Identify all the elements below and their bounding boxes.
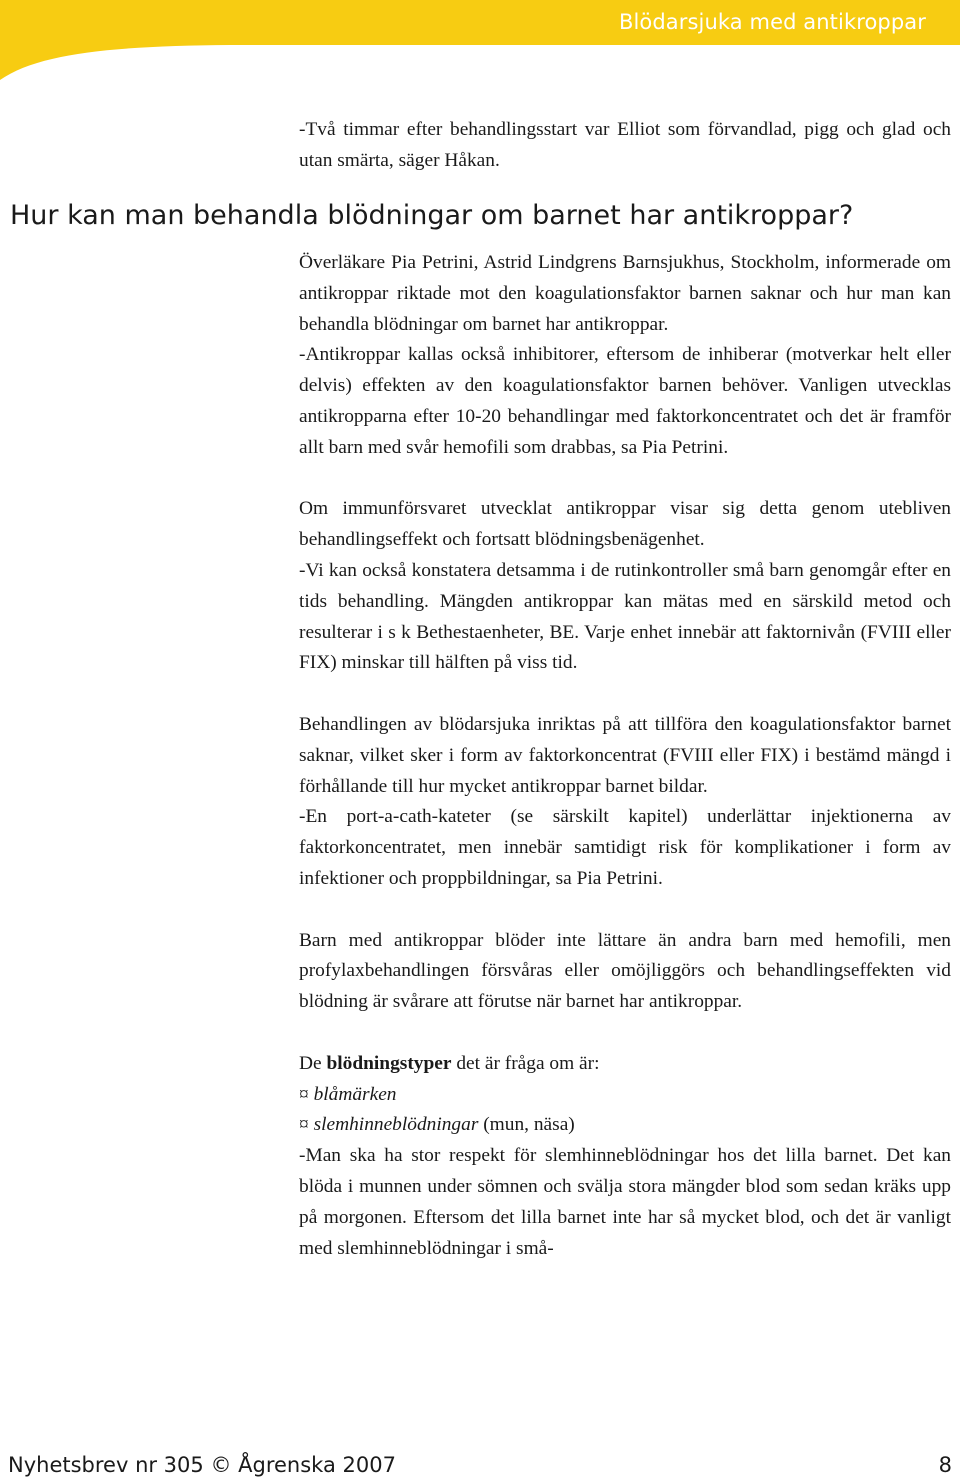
page-number: 8 xyxy=(938,1453,952,1477)
header-band xyxy=(0,0,960,80)
paragraph-bethesda: -Vi kan också konstatera detsamma i de rutinkontroller små barn genomgår efter en tids behandling. Mängden antikroppar kan mätas med en särskild metod och resulterar i s k Bethestaenheter, BE. Varje enhet innebär att faktornivån (FVIII eller FIX) minskar till hälften på viss tid. xyxy=(299,559,951,674)
paragraph-port-a-cath: -En port-a-cath-kateter (se särskilt kapitel) underlättar injektionerna av faktorkoncentratet, men innebär samtidigt risk för komplikationer i form av infektioner och proppbildningar, sa Pia Petrini. xyxy=(299,806,951,889)
header-title: Blödarsjuka med antikroppar xyxy=(618,10,926,34)
paragraph-immune: Om immunförsvaret utvecklat antikroppar visar sig detta genom utebliven behandlingseffekt och fortsatt blödningsbenägenhet. xyxy=(299,498,951,551)
bullet-symbol: ¤ xyxy=(299,1083,309,1105)
bullet-item xyxy=(299,1080,951,1111)
paragraph-treatment: Behandlingen av blödarsjuka inriktas på att tillföra den koagulationsfaktor barnet saknar, vilket sker i form av faktorkoncentrat (FVIII eller FIX) i bestämd mängd i förhållande till hur mycket antikroppar barnet bildar. xyxy=(299,713,951,797)
paragraph-intro: Överläkare Pia Petrini, Astrid Lindgrens Barnsjukhus, Stockholm, informerade om antikroppar riktade mot den koagulationsfaktor barnen saknar och hur man kan behandla blödningar om barnet har antikroppar. xyxy=(299,252,951,335)
bullet-mucosal: slemhinneblödningar xyxy=(313,1114,479,1136)
bleeding-types-term: blödningstyper xyxy=(326,1052,452,1074)
intro-quote-block xyxy=(299,115,951,177)
paragraph-mucosal: -Man ska ha stor respekt för slemhinneblödningar hos det lilla barnet. Det kan blöda i munnen under sömnen och svälja stora mängder blod som sedan kräks upp på morgonen. Eftersom det lilla barnet inte har så mycket blod, och det är vanligt med slemhinneblödningar i små- xyxy=(299,1145,951,1259)
intro-quote: -Två timmar efter behandlingsstart var Elliot som förvandlad, pigg och glad och utan smärta, säger Håkan. xyxy=(299,119,951,171)
paragraph-prophylaxis: Barn med antikroppar blöder inte lättare än andra barn med hemofili, men profylaxbehandlingen försvåras eller omöjliggörs och behandlingseffekten vid blödning är svårare att förutse när barnet har antikroppar. xyxy=(299,929,951,1013)
footer-publication: Nyhetsbrev nr 305 © Ågrenska 2007 xyxy=(8,1453,396,1477)
bullet-symbol: ¤ xyxy=(299,1114,309,1136)
paragraph-inhibitors: -Antikroppar kallas också inhibitorer, eftersom de inhiberar (motverkar helt eller delvis) effekten av den koagulationsfaktor barnen behöver. Vanligen utvecklas antikropparna efter 10-20 behandlingar med faktorkoncentratet och det är framför allt barn med svår hemofili som drabbas, sa Pia Petrini. xyxy=(299,344,951,458)
bullet-bruises: blåmärken xyxy=(313,1083,397,1105)
bullet-item: ¤ slemhinneblödningar (mun, näsa) xyxy=(299,1114,575,1136)
section-heading: Hur kan man behandla blödningar om barnet har antikroppar? xyxy=(10,200,854,231)
article-body xyxy=(299,248,951,1264)
bleeding-types-lead: De blödningstyper det är fråga om är: xyxy=(299,1052,600,1074)
